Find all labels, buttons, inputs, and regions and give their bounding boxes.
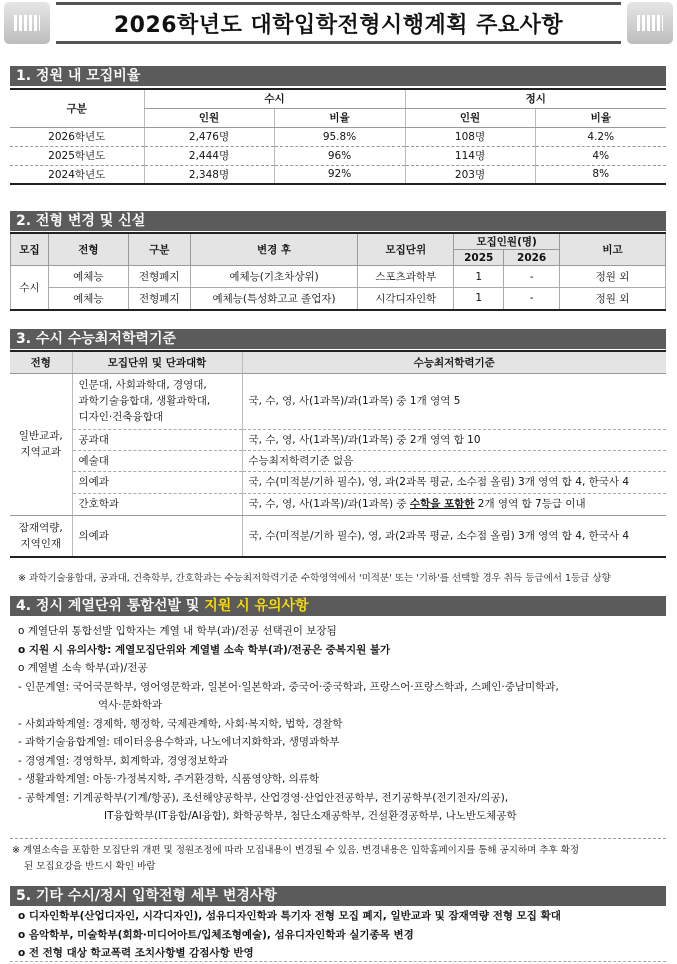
- kind-cell: 전형폐지: [128, 266, 190, 288]
- criteria-cell: 국, 수(미적분/기하 필수), 영, 과(2과목 평균, 소수점 올림) 3개 영역 합 4, 한국사 4: [242, 515, 666, 557]
- group-cell: 수시: [11, 266, 49, 310]
- criteria-cell: 국, 수(미적분/기하 필수), 영, 과(2과목 평균, 소수점 올림) 3개 영역 합 4, 한국사 4: [242, 471, 666, 493]
- js-count-cell: 108명: [405, 127, 535, 146]
- list-item: - 공학계열: 기계공학부(기계/항공), 조선해양공학부, 산업경영·산업안전공학부, 전기공학부(전기전자/의공),: [18, 791, 509, 804]
- type-cell: 예체능: [48, 266, 128, 288]
- col-after: 변경 후: [190, 233, 358, 266]
- susi-ratio-cell: 96%: [274, 146, 405, 165]
- table-row: [10, 429, 666, 450]
- section-5-header: 5. 기타 수시/정시 입학전형 세부 변경사항: [10, 886, 666, 906]
- quota-ratio-table: [10, 88, 666, 185]
- table-row: [10, 146, 666, 165]
- list-item: IT융합학부(IT융합/AI융합), 화학공학부, 첨단소재공학부, 건설환경공학부, 나노반도체공학: [104, 810, 517, 822]
- year-cell: 2025학년도: [10, 146, 144, 165]
- year-cell: 2024학년도: [10, 165, 144, 184]
- section-4-note: [12, 843, 668, 875]
- after-cell: 예체능(기초차상위): [190, 266, 358, 288]
- title-banner: [4, 2, 673, 44]
- table-row: [10, 373, 666, 429]
- unit-cell: 간호학과: [72, 493, 242, 515]
- criteria-text: 2개 영역 합 7등급 이내: [474, 498, 586, 510]
- group-line: 지역인재: [20, 537, 62, 550]
- unit-cell: 공과대: [72, 429, 242, 450]
- table-row: [10, 493, 666, 515]
- susi-count-cell: 2,348명: [144, 165, 274, 184]
- unit-line: 디자인·건축융합대: [78, 411, 163, 423]
- js-count-cell: 203명: [405, 165, 535, 184]
- page-title: 2026학년도 대학입학전형시행계획 주요사항: [113, 12, 564, 38]
- list-item: - 인문계열: 국어국문학부, 영어영문학과, 일본어·일본학과, 중국어·중국학과, 프랑스어·프랑스학과, 스페인·중남미학과,: [18, 680, 559, 693]
- js-count-cell: 114명: [405, 146, 535, 165]
- js-ratio-cell: 4.2%: [535, 127, 666, 146]
- section-4-highlight: 지원 시 유의사항: [204, 598, 309, 614]
- criteria-emphasis: 수학을 포함한: [409, 498, 475, 510]
- col-admission-type: 전형: [10, 351, 72, 373]
- criteria-cell: 수능최저학력기준 없음: [242, 450, 666, 471]
- criteria-text: 국, 수, 영, 사(1과목)/과(1과목) 중: [248, 498, 410, 510]
- kind-cell: 전형폐지: [128, 288, 190, 310]
- note-line: ※ 계열소속을 포함한 모집단위 개편 및 정원조정에 따라 모집내용이 변경될 수 있음. 변경내용은 입학홈페이지를 통해 공지하며 추후 확정: [12, 845, 580, 856]
- susi-count-cell: 2,476명: [144, 127, 274, 146]
- criteria-cell: 국, 수, 영, 사(1과목)/과(1과목) 중 2개 영역 합 10: [242, 429, 666, 450]
- n2025-cell: 1: [454, 266, 504, 288]
- type-cell: 예체능: [48, 288, 128, 310]
- section-4-title: 4. 정시 계열단위 통합선발 및: [16, 598, 205, 614]
- group-cell: [10, 373, 72, 515]
- susi-ratio-cell: 95.8%: [274, 127, 405, 146]
- note-line: 된 모집요강을 반드시 확인 바람: [24, 861, 156, 872]
- col-note: 비고: [560, 233, 666, 266]
- susi-count-cell: 2,444명: [144, 146, 274, 165]
- table-row: [11, 266, 666, 288]
- unit-cell: 의예과: [72, 471, 242, 493]
- bottom-divider: [10, 961, 666, 962]
- table-row: [11, 288, 666, 310]
- col-jeongsi: 정시: [405, 89, 666, 108]
- section-3-header: 3. 수시 수능최저학력기준: [10, 329, 666, 349]
- table-row: [10, 127, 666, 146]
- section-1-header: 1. 정원 내 모집비율: [10, 66, 666, 86]
- col-js-ratio: 비율: [535, 108, 666, 127]
- col-unit: 모집단위 및 단과대학: [72, 351, 242, 373]
- group-cell: [10, 515, 72, 557]
- col-susi-ratio: 비율: [274, 108, 405, 127]
- csat-minimum-table: [10, 350, 666, 558]
- unit-line: 인문대, 사회과학대, 경영대,: [78, 379, 207, 391]
- unit-cell: 스포츠과학부: [358, 266, 454, 288]
- list-item: 역사·문화학과: [98, 699, 163, 711]
- col-criteria: 수능최저학력기준: [242, 351, 666, 373]
- section-4-header: [10, 596, 666, 616]
- list-item: o 디자인학부(산업디자인, 시각디자인), 섬유디자인학과 특기자 전형 모집 폐지, 일반교과 및 잠재역량 전형 모집 확대: [18, 910, 561, 922]
- table-row: [10, 471, 666, 493]
- banner-left-cap: [4, 2, 50, 44]
- group-line: 일반교과,: [18, 430, 63, 442]
- n2026-cell: -: [504, 288, 560, 310]
- unit-cell: [72, 373, 242, 429]
- col-unit: 모집단위: [358, 233, 454, 266]
- list-item: o 음악학부, 미술학부(회화·미디어아트/입체조형예술), 섬유디자인학과 실기종목 변경: [18, 928, 414, 941]
- criteria-cell: [242, 493, 666, 515]
- list-item: - 생활과학계열: 아동·가정복지학, 주거환경학, 식품영양학, 의류학: [18, 773, 320, 785]
- note-cell: 정원 외: [560, 288, 666, 310]
- banner-right-cap: [627, 2, 673, 44]
- table-row: [10, 515, 666, 557]
- section-4-list: [18, 622, 668, 826]
- admission-change-table: [10, 232, 666, 311]
- list-item: - 과학기술융합계열: 데이터응용수학과, 나노에너지화학과, 생명과학부: [18, 736, 340, 748]
- n2026-cell: -: [504, 266, 560, 288]
- list-item: - 경영계열: 경영학부, 회계학과, 경영정보학과: [18, 754, 228, 767]
- unit-cell: 예술대: [72, 450, 242, 471]
- year-cell: 2026학년도: [10, 127, 144, 146]
- list-item: - 사회과학계열: 경제학, 행정학, 국제관계학, 사회·복지학, 법학, 경찰학: [18, 717, 343, 730]
- section-5-list: [18, 907, 668, 963]
- after-cell: 예체능(특성화고교 졸업자): [190, 288, 358, 310]
- col-group-label: 구분: [10, 89, 144, 127]
- section-3-note: ※ 과학기술융합대, 공과대, 건축학부, 간호학과는 수능최저학력기준 수학영역에서 '미적분' 또는 '기하'를 선택할 경우 취득 등급에서 1등급 상향: [18, 573, 611, 584]
- js-ratio-cell: 4%: [535, 146, 666, 165]
- list-item: o 계열별 소속 학부(과)/전공: [18, 662, 148, 674]
- table-row: [10, 450, 666, 471]
- list-item: o 계열단위 통합선발 입학자는 계열 내 학부(과)/전공 선택권이 보장됨: [18, 625, 337, 637]
- col-quota: 모집인원(명): [454, 233, 560, 250]
- col-susi: 수시: [144, 89, 405, 108]
- col-recruit: 모집: [11, 233, 49, 266]
- unit-line: 과학기술융합대, 생활과학대,: [78, 395, 211, 407]
- group-line: 잠재역량,: [18, 521, 63, 534]
- col-js-count: 인원: [405, 108, 535, 127]
- section-2-header: 2. 전형 변경 및 신설: [10, 211, 666, 231]
- js-ratio-cell: 8%: [535, 165, 666, 184]
- col-type: 전형: [48, 233, 128, 266]
- col-susi-count: 인원: [144, 108, 274, 127]
- table-row: [10, 165, 666, 184]
- list-item: o 전 전형 대상 학교폭력 조치사항별 감점사항 반영: [18, 947, 254, 959]
- group-line: 지역교과: [20, 446, 62, 458]
- unit-cell: 시각디자인학: [358, 288, 454, 310]
- divider: [10, 838, 666, 839]
- col-2025: 2025: [454, 250, 504, 266]
- list-item: o 지원 시 유의사항: 계열모집단위와 계열별 소속 학부(과)/전공은 중복지원 불가: [18, 643, 391, 656]
- susi-ratio-cell: 92%: [274, 165, 405, 184]
- n2025-cell: 1: [454, 288, 504, 310]
- criteria-cell: 국, 수, 영, 사(1과목)/과(1과목) 중 1개 영역 5: [242, 373, 666, 429]
- unit-cell: 의예과: [72, 515, 242, 557]
- note-cell: 정원 외: [560, 266, 666, 288]
- col-2026: 2026: [504, 250, 560, 266]
- col-kind: 구분: [128, 233, 190, 266]
